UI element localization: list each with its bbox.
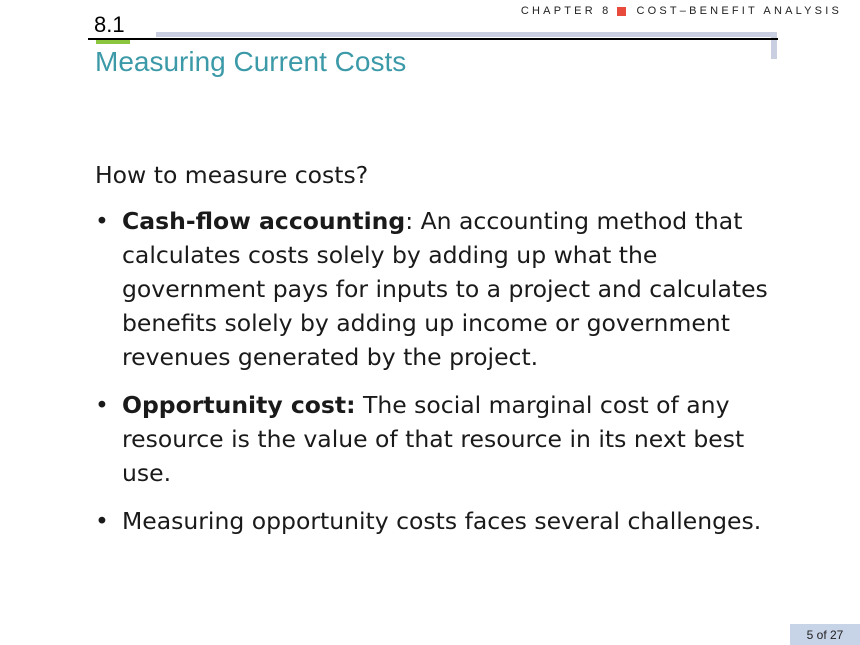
chapter-header (521, 5, 842, 17)
bullet-separator: : (405, 207, 414, 235)
bullet-list (95, 204, 775, 538)
bullet-term: Opportunity cost: (122, 391, 356, 419)
page-number-badge: 5 of 27 (790, 624, 860, 645)
chapter-topic: COST–BENEFIT ANALYSIS (636, 5, 842, 17)
bullet-text: The social marginal cost of any resource is the value of that resource in its next best use. (122, 391, 745, 487)
slide-body (95, 158, 775, 552)
header-rule-shadow-end (771, 32, 777, 59)
bullet-item (95, 388, 775, 490)
bullet-icon: • (95, 207, 109, 235)
bullet-item (95, 504, 775, 538)
bullet-term: Cash-flow accounting (122, 207, 406, 235)
section-number: 8.1 (94, 12, 125, 37)
intro-text: How to measure costs? (95, 161, 369, 189)
header-rule-shadow (156, 32, 776, 37)
bullet-text: Measuring opportunity costs faces several challenges. (122, 507, 762, 535)
chapter-label: CHAPTER 8 (520, 5, 612, 17)
separator-square-icon (617, 7, 626, 16)
bullet-item (95, 204, 775, 374)
section-accent-bar (96, 40, 130, 44)
header-rule (88, 38, 778, 40)
slide-title: Measuring Current Costs (95, 46, 407, 77)
bullet-icon: • (95, 391, 109, 419)
bullet-icon: • (95, 507, 109, 535)
bullet-text: An accounting method that calculates costs solely by adding up what the government pays for inputs to a project and calculates benefits solely by adding up income or government revenues generated by the project. (122, 207, 768, 371)
